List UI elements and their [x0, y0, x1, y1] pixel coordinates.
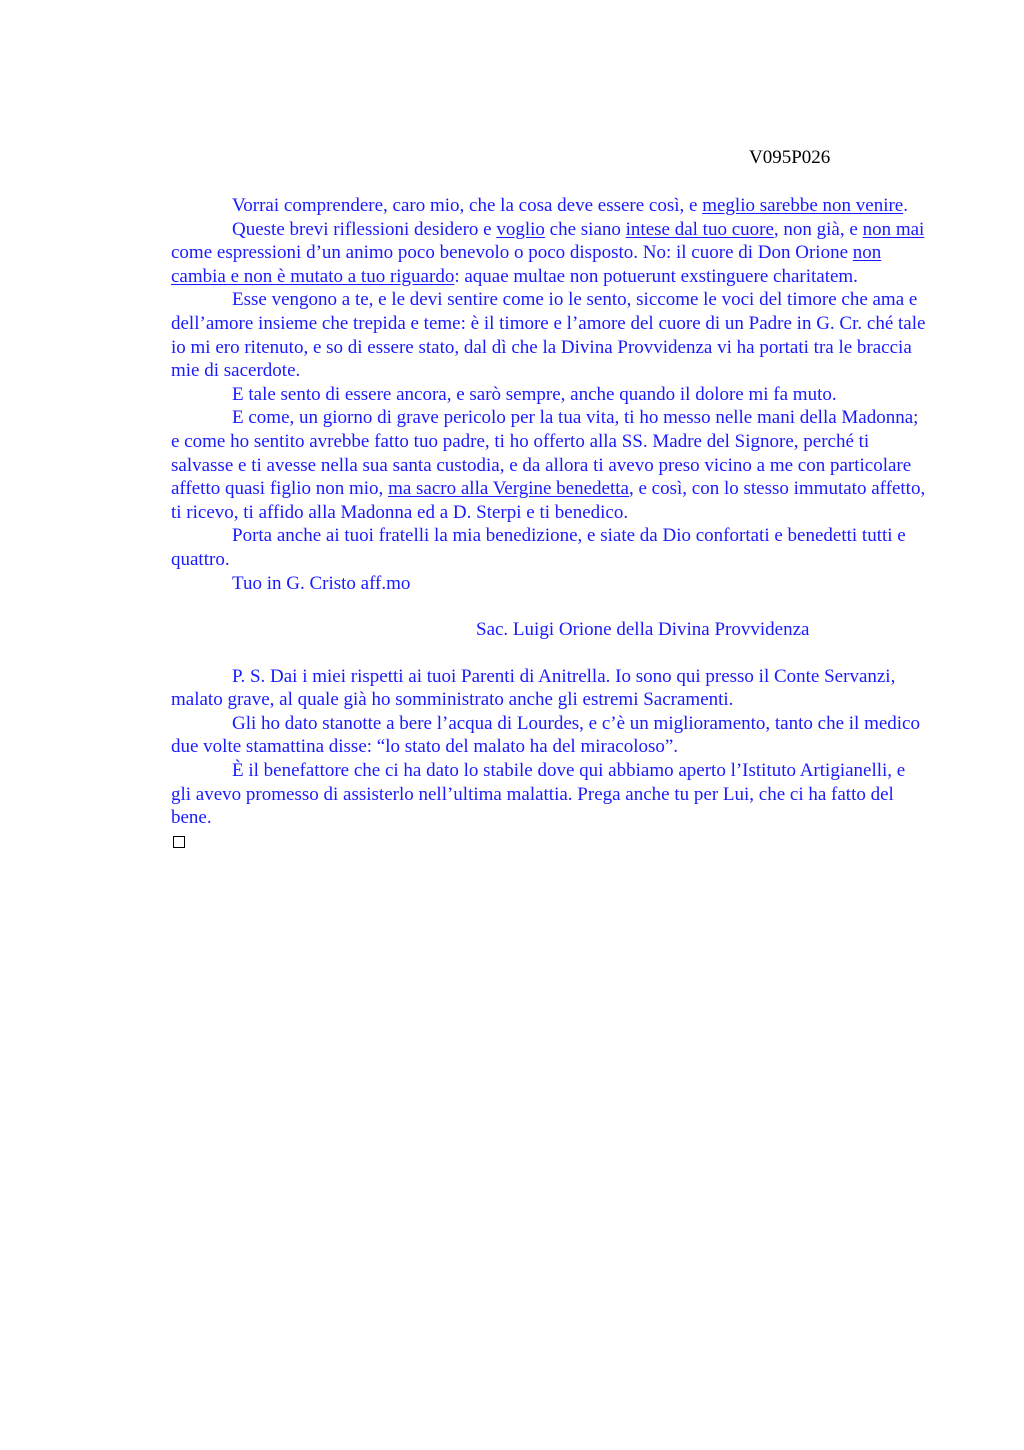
paragraph-5-text-a: E come, un giorno di grave pericolo per la tua vita, ti ho messo nelle mani della Madonna; e come ho sentito avrebbe fatto tuo padre, ti ho offerto alla SS. Madre del Signore, perché ti salvasse e ti avesse nella sua santa custodia, e da allora ti avevo preso vicino a me con particolare affetto quasi figlio non mio, — [171, 407, 919, 500]
paragraph-2-text-b: che siano — [544, 218, 626, 240]
underlined-phrase: non mai — [862, 218, 925, 240]
paragraph-2-text-e: : aquae multae non potuerunt exstinguere charitatem. — [454, 265, 858, 287]
closing-line: Tuo in G. Cristo aff.mo — [232, 572, 411, 594]
paragraph-2-text-d: come espressioni d’un animo poco benevolo o poco disposto. No: il cuore di Don Orione — [171, 242, 853, 264]
letter-body — [171, 194, 928, 854]
paragraph-2-text-a: Queste brevi riflessioni desidero e — [232, 218, 497, 240]
postscript-3: È il benefattore che ci ha dato lo stabile dove qui abbiamo aperto l’Istituto Artigianelli, e gli avevo promesso di assisterlo nell’ultima malattia. Prega anche tu per Lui, che ci ha fatto del bene. — [171, 760, 906, 829]
paragraph-5 — [171, 406, 928, 524]
page-code: V095P026 — [749, 147, 831, 168]
paragraph-4: E tale sento di essere ancora, e sarò sempre, anche quando il dolore mi fa muto. — [232, 383, 837, 405]
paragraph-6: Porta anche ai tuoi fratelli la mia benedizione, e siate da Dio confortati e benedetti tutti e quattro. — [171, 525, 906, 570]
underlined-phrase: meglio sarebbe non venire — [702, 195, 904, 216]
paragraph-3: Esse vengono a te, e le devi sentire come io le sento, siccome le voci del timore che ama e dell’amore insieme che trepida e teme: è il timore e l’amore del cuore di un Padre in G. Cr. ché tale io mi ero ritenuto, e so di essere stato, dal dì che la Divina Provvidenza vi ha portati tra le braccia mie di sacerdote. — [171, 289, 926, 382]
end-marker — [171, 830, 928, 855]
underlined-phrase: voglio — [496, 218, 545, 240]
paragraph-2-text-c: , non già, e — [773, 218, 863, 240]
signature: Sac. Luigi Orione della Divina Provvidenza — [476, 619, 810, 641]
underlined-phrase: non cambia e non è mutato a tuo riguardo — [171, 242, 882, 287]
postscript-1: P. S. Dai i miei rispetti ai tuoi Parenti di Anitrella. Io sono qui presso il Conte Servanzi, malato grave, al quale già ho somministrato anche gli estremi Sacramenti. — [171, 665, 896, 711]
underlined-phrase: intese dal tuo cuore — [625, 218, 774, 240]
paragraph-2 — [171, 218, 928, 289]
paragraph-1 — [171, 194, 928, 218]
paragraph-5-text-b: , e così, con lo stesso immutato affetto, ti ricevo, ti affido alla Madonna ed a D. Sterpi e ti benedico. — [171, 478, 926, 523]
paragraph-1-text: Vorrai comprendere, caro mio, che la cosa deve essere così, e — [232, 195, 703, 216]
underlined-phrase: ma sacro alla Vergine benedetta — [388, 478, 629, 500]
square-box-icon — [173, 836, 185, 848]
paragraph-1-text-end: . — [903, 195, 908, 216]
postscript-2: Gli ho dato stanotte a bere l’acqua di Lourdes, e c’è un miglioramento, tanto che il medico due volte stamattina disse: “lo stato del malato ha del miracoloso”. — [171, 712, 920, 758]
